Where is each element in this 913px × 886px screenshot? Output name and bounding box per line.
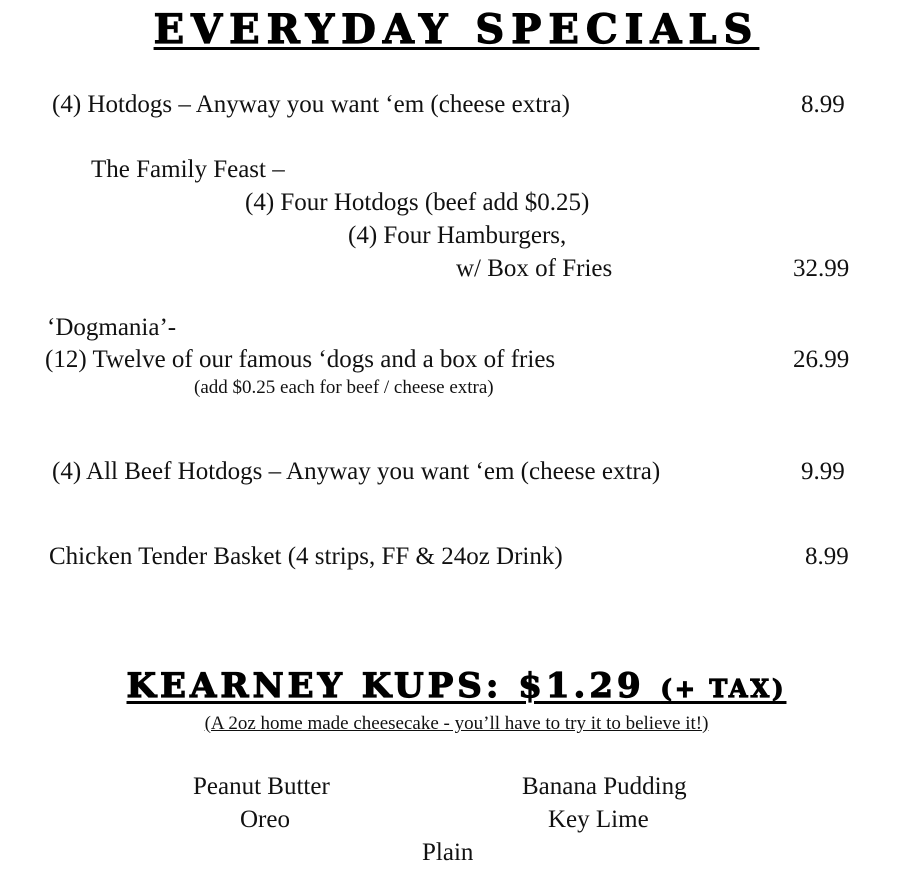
family-feast-title: The Family Feast – bbox=[91, 156, 285, 183]
kups-flavor-peanut-butter: Peanut Butter bbox=[193, 773, 330, 800]
family-feast-price: 32.99 bbox=[793, 255, 850, 282]
kups-flavor-plain: Plain bbox=[422, 839, 474, 866]
special-chicken-tender-label: Chicken Tender Basket (4 strips, FF & 24oz Drink) bbox=[49, 543, 563, 570]
dogmania-price: 26.99 bbox=[793, 346, 850, 373]
special-hotdogs-label: (4) Hotdogs – Anyway you want ‘em (cheese extra) bbox=[52, 91, 570, 118]
special-beef-hotdogs-price: 9.99 bbox=[801, 458, 845, 485]
kups-flavor-oreo: Oreo bbox=[240, 806, 290, 833]
special-beef-hotdogs-label: (4) All Beef Hotdogs – Anyway you want ‘em (cheese extra) bbox=[52, 458, 661, 485]
kups-flavor-banana-pudding: Banana Pudding bbox=[522, 773, 687, 800]
family-feast-line-fries: w/ Box of Fries bbox=[456, 255, 613, 282]
kups-title bbox=[0, 666, 913, 706]
dogmania-note: (add $0.25 each for beef / cheese extra) bbox=[194, 377, 494, 398]
kups-subtitle: (A 2oz home made cheesecake - you’ll have to try it to believe it!) bbox=[204, 713, 709, 734]
dogmania-title: ‘Dogmania’- bbox=[47, 314, 177, 341]
kups-tax: (+ TAX) bbox=[660, 674, 787, 703]
special-chicken-tender-price: 8.99 bbox=[805, 543, 849, 570]
kups-title-text: KEARNEY KUPS: $1.29 bbox=[126, 666, 661, 706]
family-feast-line-hotdogs: (4) Four Hotdogs (beef add $0.25) bbox=[245, 189, 590, 216]
dogmania-label: (12) Twelve of our famous ‘dogs and a box of fries bbox=[45, 346, 556, 373]
page-title: EVERYDAY SPECIALS bbox=[153, 6, 760, 53]
special-hotdogs-price: 8.99 bbox=[801, 91, 845, 118]
kups-flavor-key-lime: Key Lime bbox=[548, 806, 649, 833]
family-feast-line-hamburgers: (4) Four Hamburgers, bbox=[348, 222, 567, 249]
